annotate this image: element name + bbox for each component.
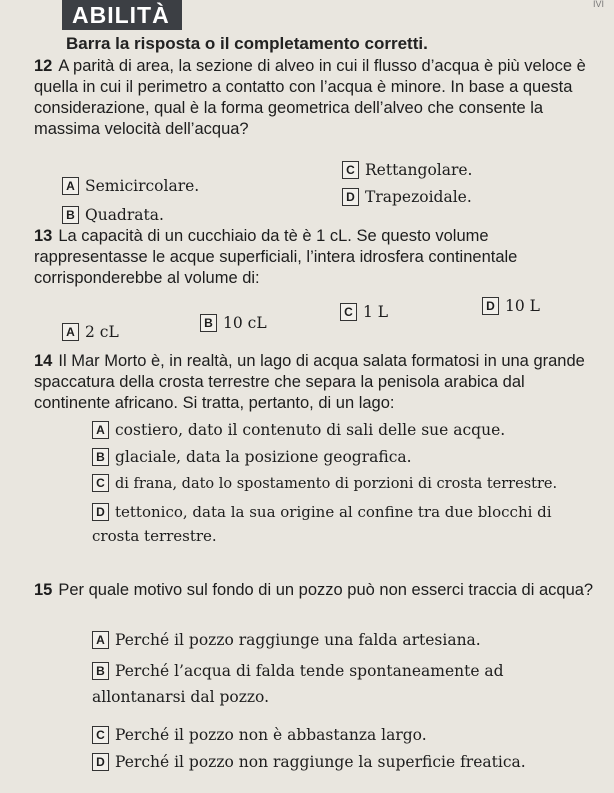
option-text: Semicircolare. bbox=[85, 177, 200, 195]
option-text: costiero, dato il contenuto di sali delle sue acque. bbox=[115, 421, 506, 439]
question-text: Per quale motivo sul fondo di un pozzo può non esserci traccia di acqua? bbox=[58, 581, 594, 599]
option-letter: A bbox=[92, 421, 109, 439]
option-13-c[interactable] bbox=[340, 302, 388, 322]
option-text: Perché il pozzo raggiunge una falda artesiana. bbox=[115, 631, 481, 649]
instruction-text: Barra la risposta o il completamento corretti. bbox=[66, 34, 428, 53]
option-letter: D bbox=[482, 297, 499, 315]
option-15-c[interactable] bbox=[92, 725, 427, 745]
option-12-a[interactable] bbox=[62, 176, 199, 196]
question-number: 15 bbox=[34, 581, 53, 599]
option-letter: B bbox=[200, 314, 217, 332]
question-text: La capacità di un cucchiaio da tè è 1 cL. Se questo volume rappresentasse le acque superficiali, l’intera idrosfera continentale corrisponderebbe al volume di: bbox=[34, 227, 518, 287]
question-number: 12 bbox=[34, 57, 53, 75]
option-text: glaciale, data la posizione geografica. bbox=[115, 448, 412, 466]
option-text: 10 L bbox=[505, 297, 540, 315]
option-letter: D bbox=[342, 188, 359, 206]
question-12 bbox=[34, 56, 594, 140]
option-letter: B bbox=[92, 662, 109, 680]
question-text: A parità di area, la sezione di alveo in cui il flusso d’acqua è più veloce è quella in cui il perimetro a contatto con l’acqua è minore. In base a questa considerazione, qual è la forma geometrica dell’alveo che consente la massima velocità dell’acqua? bbox=[34, 57, 586, 138]
option-letter: D bbox=[92, 503, 109, 521]
option-letter: C bbox=[92, 726, 109, 744]
option-12-d[interactable] bbox=[342, 187, 472, 207]
option-letter: C bbox=[342, 161, 359, 179]
option-letter: A bbox=[62, 323, 79, 341]
option-letter: C bbox=[92, 474, 109, 492]
option-text: Perché l’acqua di falda tende spontaneamente ad allontanarsi dal pozzo. bbox=[92, 662, 504, 706]
question-14 bbox=[34, 351, 594, 414]
option-13-d[interactable] bbox=[482, 296, 540, 316]
option-15-d[interactable] bbox=[92, 752, 526, 772]
section-header: ABILITÀ bbox=[62, 0, 182, 30]
question-13 bbox=[34, 226, 574, 289]
option-text: 2 cL bbox=[85, 323, 119, 341]
option-12-b[interactable] bbox=[62, 205, 164, 225]
option-letter: B bbox=[92, 448, 109, 466]
option-13-a[interactable] bbox=[62, 322, 119, 342]
option-text: Trapezoidale. bbox=[365, 188, 472, 206]
question-number: 13 bbox=[34, 227, 53, 245]
option-text: di frana, dato lo spostamento di porzioni di crosta terrestre. bbox=[115, 476, 558, 492]
question-number: 14 bbox=[34, 352, 53, 370]
option-text: 1 L bbox=[363, 303, 389, 321]
option-14-a[interactable] bbox=[92, 420, 505, 440]
option-14-b[interactable] bbox=[92, 447, 412, 467]
option-15-b[interactable] bbox=[92, 658, 592, 710]
question-15 bbox=[34, 578, 594, 602]
option-text: Perché il pozzo non raggiunge la superficie freatica. bbox=[115, 753, 526, 771]
option-13-b[interactable] bbox=[200, 313, 267, 333]
option-letter: A bbox=[92, 631, 109, 649]
option-14-c[interactable] bbox=[92, 474, 557, 494]
option-14-d[interactable] bbox=[92, 500, 597, 548]
option-15-a[interactable] bbox=[92, 630, 481, 650]
question-text: Il Mar Morto è, in realtà, un lago di acqua salata formatosi in una grande spaccatura della crosta terrestre che separa la penisola arabica dal continente africano. Si tratta, pertanto, di un lago: bbox=[34, 352, 585, 412]
option-text: Quadrata. bbox=[85, 206, 164, 224]
option-letter: A bbox=[62, 177, 79, 195]
option-letter: D bbox=[92, 753, 109, 771]
option-letter: B bbox=[62, 206, 79, 224]
option-12-c[interactable] bbox=[342, 160, 473, 180]
option-text: Rettangolare. bbox=[365, 161, 473, 179]
option-letter: C bbox=[340, 303, 357, 321]
option-text: 10 cL bbox=[223, 314, 267, 332]
option-text: tettonico, data la sua origine al confine tra due blocchi di crosta terrestre. bbox=[92, 503, 552, 545]
header-corner-text: IVI bbox=[592, 0, 604, 9]
option-text: Perché il pozzo non è abbastanza largo. bbox=[115, 726, 427, 744]
